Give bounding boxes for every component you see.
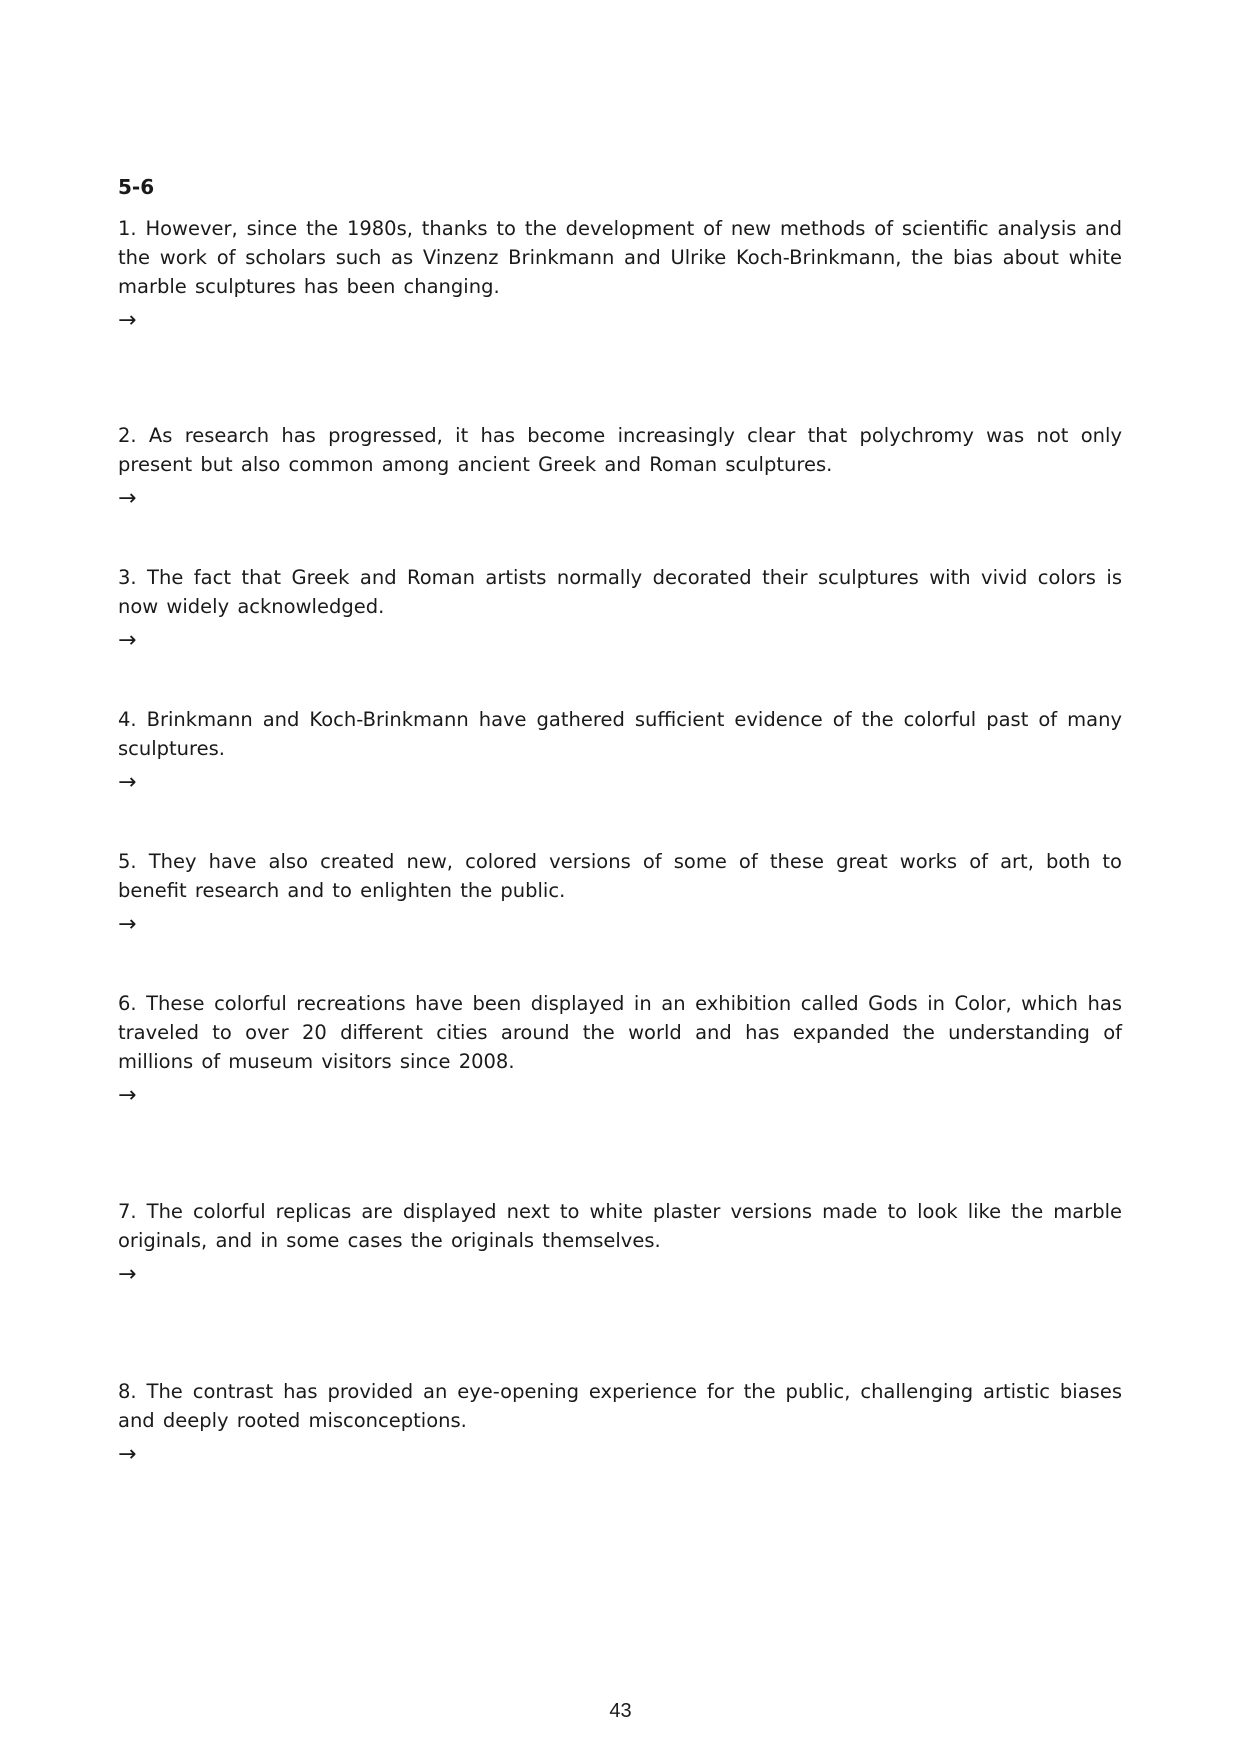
sentence-text: 5. They have also created new, colored versions of some of these great works of art, both to benefit research and to enlighten the public. [118,850,1122,902]
sentence-text: 7. The colorful replicas are displayed next to white plaster versions made to look like the marble originals, and in some cases the originals themselves. [118,1200,1122,1252]
arrow-icon: → [118,1262,137,1287]
sentence-item-2 [118,421,1122,512]
sentence-text: 1. However, since the 1980s, thanks to the development of new methods of scientific analysis and the work of scholars such as Vinzenz Brinkmann and Ulrike Koch-Brinkmann, the bias about white marble sculptures has been changing. [118,217,1122,298]
sentence-text: 3. The fact that Greek and Roman artists normally decorated their sculptures with vivid colors is now widely acknowledged. [118,566,1122,618]
sentence-item-5 [118,847,1122,938]
sentence-text: 6. These colorful recreations have been displayed in an exhibition called Gods in Color, which has traveled to over 20 different cities around the world and has expanded the understanding of millions of museum visitors since 2008. [118,992,1122,1073]
section-heading: 5-6 [118,175,155,199]
arrow-icon: → [118,486,137,511]
sentence-item-1 [118,214,1122,334]
arrow-icon: → [118,1442,137,1467]
arrow-icon: → [118,308,137,333]
sentence-text: 8. The contrast has provided an eye-opening experience for the public, challenging artistic biases and deeply rooted misconceptions. [118,1380,1122,1432]
arrow-icon: → [118,770,137,795]
page-number: 43 [609,1700,632,1722]
arrow-icon: → [118,1083,137,1108]
arrow-icon: → [118,912,137,937]
sentence-item-7 [118,1197,1122,1288]
sentence-item-6 [118,989,1122,1109]
sentence-item-4 [118,705,1122,796]
sentence-item-3 [118,563,1122,654]
sentence-text: 4. Brinkmann and Koch-Brinkmann have gathered sufficient evidence of the colorful past of many sculptures. [118,708,1122,760]
sentence-text: 2. As research has progressed, it has become increasingly clear that polychromy was not only present but also common among ancient Greek and Roman sculptures. [118,424,1122,476]
arrow-icon: → [118,628,137,653]
sentence-item-8 [118,1377,1122,1468]
